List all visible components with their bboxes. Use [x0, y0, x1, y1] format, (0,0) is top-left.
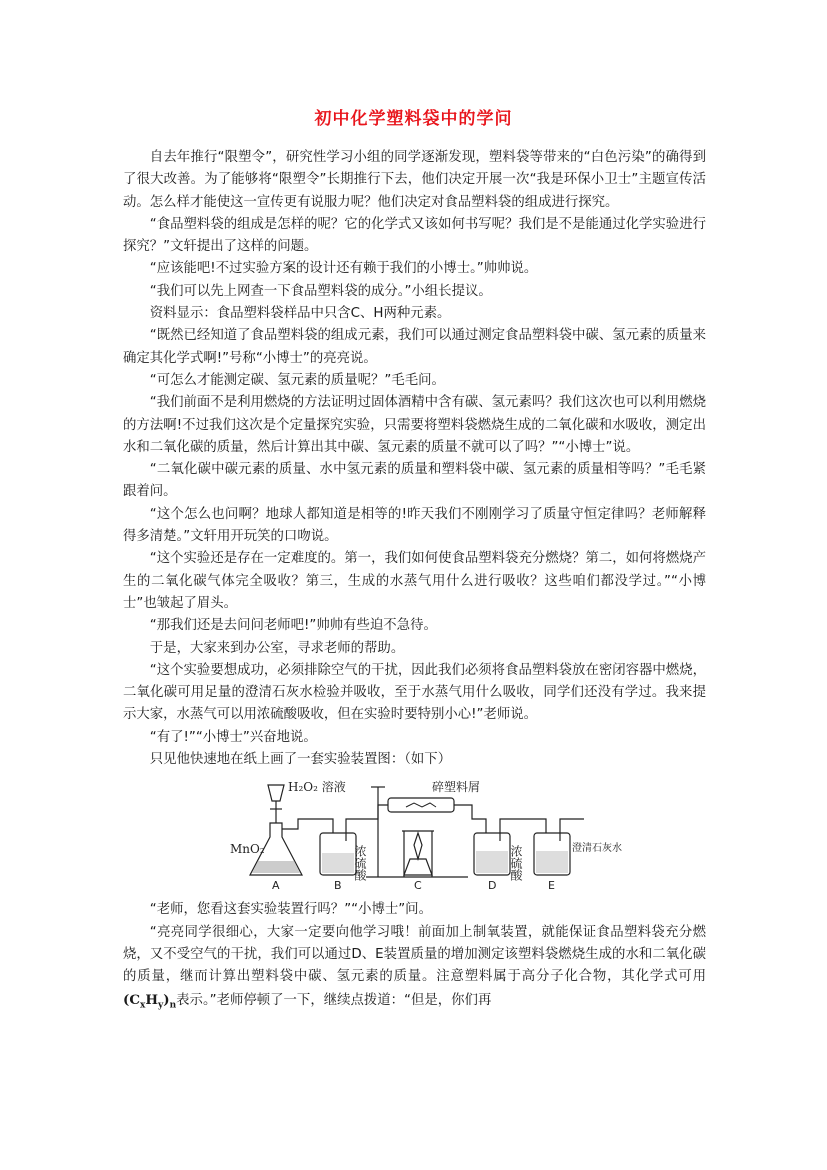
plastic-label: 碎塑料屑	[432, 780, 481, 795]
paragraph: “那我们还是去问问老师吧!”帅帅有些迫不急待。	[149, 618, 437, 634]
label-c: C	[414, 879, 422, 893]
page-title: 初中化学塑料袋中的学问	[314, 109, 513, 129]
paragraph: “这个实验要想成功，必须排除空气的干扰，因此我们必须将食品塑料袋放在密闭容器中燃烧，二氧化碳可用足量的澄清石灰水检验并吸收，至于水蒸气用什么吸收，同学们还没有学过。我来提示大家，水蒸气可以用浓硫酸吸收，但在实验时要特别小心!”老师说。	[123, 662, 706, 723]
formula-c: C	[129, 991, 141, 1008]
formula-n: n	[169, 1000, 177, 1011]
apparatus-diagram	[228, 779, 622, 893]
paragraph: 于是，大家来到办公室，寻求老师的帮助。	[149, 640, 405, 656]
acid-label-d: 浓硫酸	[509, 845, 523, 882]
paragraph: “老师，您看这套实验装置行吗？”“小博士”问。	[149, 902, 432, 918]
paragraph: “这个怎么也问啊？地球人都知道是相等的!昨天我们不刚刚学习了质量守恒定律吗？老师解释得多清楚。”文轩用开玩笑的口吻说。	[123, 506, 706, 545]
formula-h: H	[145, 991, 159, 1008]
mno2-label: MnO₂	[230, 842, 265, 857]
paragraph: “可怎么才能测定碳、氢元素的质量呢？”毛毛问。	[149, 372, 445, 388]
paragraph: “有了!”“小博士”兴奋地说。	[149, 729, 317, 745]
paragraph: “这个实验还是存在一定难度的。第一，我们如何使食品塑料袋充分燃烧？第二，如何将燃烧产生的二氧化碳气体完全吸收？第三，生成的水蒸气用什么进行吸收？这些咱们都没学过。”“小博士”也皱起了眉头。	[123, 551, 706, 611]
paragraph: 只见他快速地在纸上画了一套实验装置图：（如下）	[149, 752, 452, 768]
paragraph-text: “亮亮同学很细心，大家一定要向他学习哦！前面加上制氧装置，就能保证食品塑料袋充分燃烧，又不受空气的干扰，我们可以通过D、E装置质量的增加测定该塑料袋燃烧生成的水和二氧化碳的质量，继而计算出塑料袋中碳、氢元素的质量。注意塑料属于高分子化合物，其化学式可用	[123, 924, 706, 985]
paragraph: 资料显示：食品塑料袋样品中只含C、H两种元素。	[149, 306, 451, 322]
formula-x: x	[140, 1000, 146, 1011]
lime-label: 澄清石灰水	[572, 843, 622, 855]
paragraph: “应该能吧!不过实验方案的设计还有赖于我们的小博士。”帅帅说。	[149, 261, 538, 277]
paragraph: 自去年推行“限塑令”，研究性学习小组的同学逐渐发现，塑料袋等带来的“白色污染”的确得到了很大改善。为了能够将“限塑令”长期推行下去，他们决定开展一次“我是环保小卫士”主题宣传活动。怎么样才能使这一宣传更有说服力呢？他们决定对食品塑料袋的组成进行探究。	[123, 150, 706, 210]
label-a: A	[272, 879, 280, 893]
paragraph: “我们可以先上网查一下食品塑料袋的成分。”小组长提议。	[149, 283, 492, 299]
acid-label-b: 浓硫酸	[353, 845, 367, 882]
label-d: D	[488, 879, 497, 893]
paragraph-last	[123, 922, 706, 1017]
paragraph: “既然已经知道了食品塑料袋的组成元素，我们可以通过测定食品塑料袋中碳、氢元素的质量来确定其化学式啊!”号称“小博士”的亮亮说。	[123, 328, 706, 366]
paragraph: “食品塑料袋的组成是怎样的呢？它的化学式又该如何书写呢？我们是不是能通过化学实验进行探究？”文轩提出了这样的问题。	[123, 216, 706, 255]
paragraph: “我们前面不是利用燃烧的方法证明过固体酒精中含有碳、氢元素吗？我们这次也可以利用燃烧的方法啊!不过我们这次是个定量探究实验，只需要将塑料袋燃烧生成的二氧化碳和水吸收，测定出水和二氧化碳的质量，然后计算出其中碳、氢元素的质量不就可以了吗？”“小博士”说。	[123, 395, 706, 455]
paragraph: “二氧化碳中碳元素的质量、水中氢元素的质量和塑料袋中碳、氢元素的质量相等吗？”毛毛紧跟着问。	[123, 462, 706, 500]
formula-y: y	[158, 1000, 164, 1011]
formula: $(C_xH_y)_n$	[123, 991, 177, 1011]
label-b: B	[334, 879, 342, 893]
paragraph-text: 表示。”老师停顿了一下，继续点拨道：“但是，你们再	[176, 992, 492, 1008]
apparatus-figure	[123, 779, 706, 893]
h2o2-label: H₂O₂ 溶液	[288, 780, 346, 795]
article-body	[123, 147, 706, 1016]
label-e: E	[548, 879, 555, 893]
